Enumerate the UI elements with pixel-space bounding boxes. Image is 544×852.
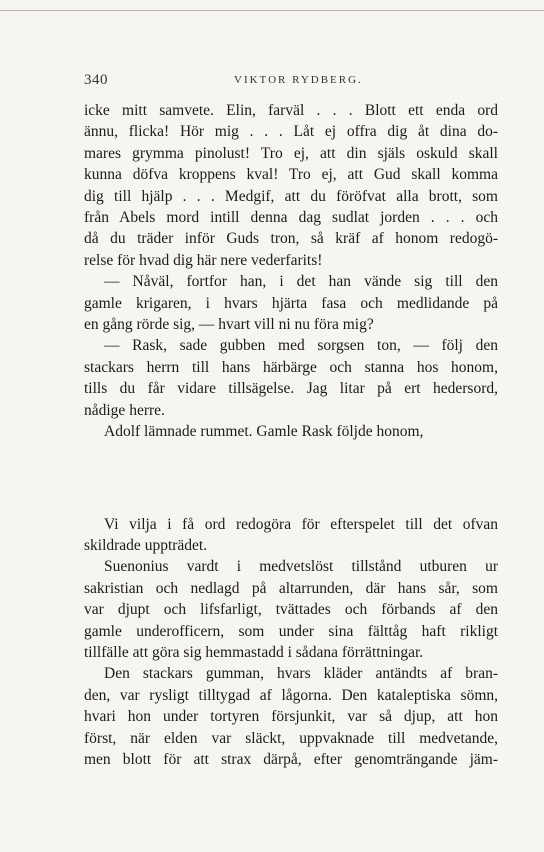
text-line: Vi vilja i få ord redogöra för efterspelet till det ofvan bbox=[104, 515, 498, 533]
text-line: — Rask, sade gubben med sorgsen ton, — följ den bbox=[104, 337, 498, 355]
text-line: då du träder inför Guds tron, så kräf af honom redogö- bbox=[84, 230, 498, 248]
text-line: Den stackars gumman, hvars kläder antändts af bran- bbox=[104, 665, 498, 683]
text-line: var djupt och lifsfarligt, tvättades och förbands af den bbox=[84, 601, 498, 619]
text-line: relse för hvad dig här nere vederfarits! bbox=[84, 251, 323, 269]
text-line: skildrade uppträdet. bbox=[84, 536, 208, 554]
top-edge-rule bbox=[0, 10, 544, 11]
text-line: tillfälle att göra sig hemmastadd i sådana förrättningar. bbox=[84, 643, 424, 661]
text-line: men blott för att strax därpå, efter genomträngande jäm- bbox=[84, 750, 498, 768]
body-text bbox=[84, 100, 498, 770]
text-line: Suenonius vardt i medvetslöst tillstånd utburen ur bbox=[104, 558, 498, 576]
text-line: kunna döfva kroppens kval! Tro ej, att Gud skall komma bbox=[84, 166, 498, 184]
text-line: gamle underofficern, som under sina fälttåg haft rikligt bbox=[84, 622, 498, 640]
page-header bbox=[84, 64, 500, 90]
text-line: icke mitt samvete. Elin, farväl . . . Blott ett enda ord bbox=[84, 102, 498, 119]
text-line: stackars herrn till hans härbärge och stanna hos honom, bbox=[84, 358, 498, 376]
text-section-2 bbox=[84, 514, 498, 771]
text-line: hvari hon under tortyren försjunkit, var så djup, att hon bbox=[84, 708, 498, 726]
section-break bbox=[84, 443, 498, 514]
text-line: den, var rysligt tilltygad af lågorna. Den kataleptiska sömn, bbox=[84, 686, 498, 704]
text-line: nådige herre. bbox=[84, 401, 165, 419]
text-section-1 bbox=[84, 100, 498, 443]
text-line: mares grymma pinolust! Tro ej, att din själs oskuld skall bbox=[84, 144, 498, 162]
text-line: Adolf lämnade rummet. Gamle Rask följde honom, bbox=[104, 423, 424, 441]
text-line: tills du får vidare tillsägelse. Jag litar på ert hedersord, bbox=[84, 380, 498, 398]
text-line: sakristian och nedlagd på altarrunden, där hans sår, som bbox=[84, 579, 498, 597]
text-line: från Abels mord intill denna dag sudlat jorden . . . och bbox=[84, 209, 498, 227]
running-title: VIKTOR RYDBERG. bbox=[234, 74, 363, 86]
text-line: dig till hjälp . . . Medgif, att du föröfvat alla brott, som bbox=[84, 187, 498, 205]
text-line: först, när elden var släckt, uppvaknade till medvetande, bbox=[84, 729, 498, 747]
text-line: en gång rörde sig, — hvart vill ni nu föra mig? bbox=[84, 316, 374, 334]
text-line: gamle krigaren, i hvars hjärta fasa och medlidande på bbox=[84, 294, 498, 312]
book-page bbox=[84, 64, 500, 770]
text-line: ännu, flicka! Hör mig . . . Låt ej offra dig åt dina do- bbox=[84, 123, 498, 141]
page-number: 340 bbox=[84, 72, 108, 88]
text-line: — Nåväl, fortfor han, i det han vände sig till den bbox=[104, 273, 498, 291]
